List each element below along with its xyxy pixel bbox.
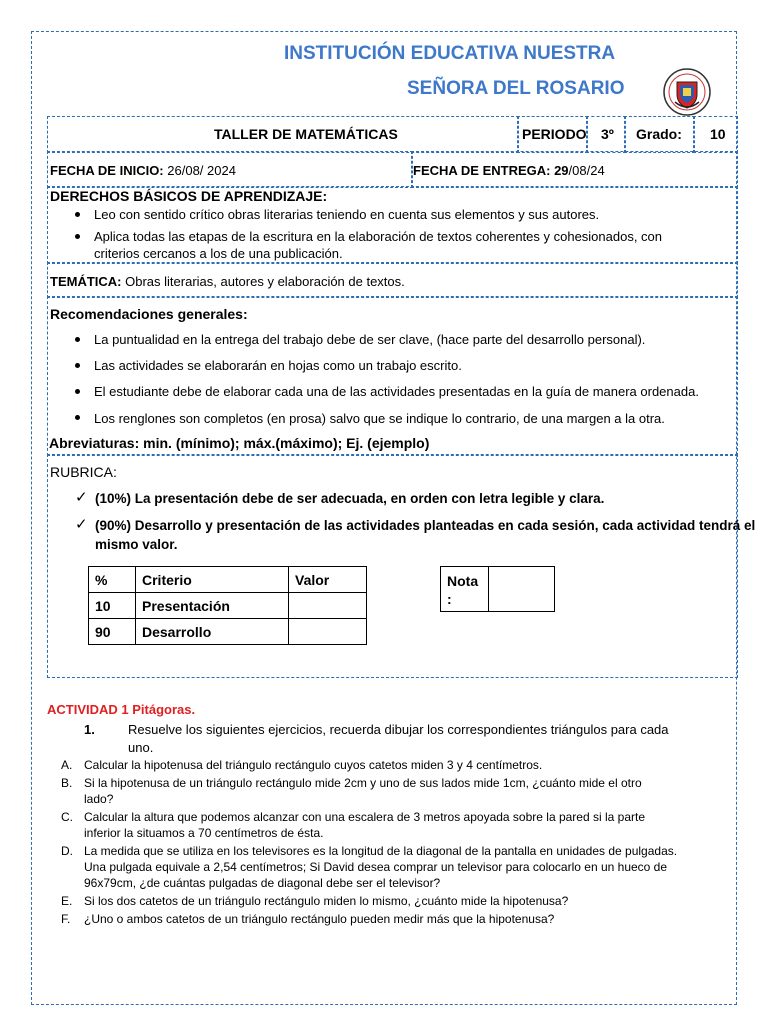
bullet-icon xyxy=(75,337,80,342)
table-cell[interactable] xyxy=(289,619,367,645)
question-text: Si los dos catetos de un triángulo rectángulo miden lo mismo, ¿cuánto mide la hipotenusa? xyxy=(84,894,569,908)
grado-value: 10 xyxy=(710,126,726,142)
dba-item-1: Leo con sentido crítico obras literarias teniendo en cuenta sus elementos y sus autores. xyxy=(94,207,600,222)
school-crest-icon xyxy=(663,68,711,116)
taller-title: TALLER DE MATEMÁTICAS xyxy=(214,126,398,142)
table-row xyxy=(89,567,367,593)
abreviaturas: Abreviaturas: min. (mínimo); máx.(máximo); Ej. (ejemplo) xyxy=(49,435,430,451)
institution-title-line2: SEÑORA DEL ROSARIO xyxy=(407,78,625,99)
rubric-table xyxy=(88,566,367,645)
question-text: Si la hipotenusa de un triángulo rectángulo mide 2cm y uno de sus lados mide 1cm, ¿cuánto mide el otro xyxy=(84,776,642,790)
bullet-icon xyxy=(75,415,80,420)
table-header-cell: Criterio xyxy=(136,567,289,593)
tematica-label: TEMÁTICA: xyxy=(50,274,122,289)
dba-item-2-cont: criterios cercanos a los de una publicación. xyxy=(94,246,343,261)
nota-divider xyxy=(488,567,489,611)
question-text: inferior la situamos a 70 centímetros de ésta. xyxy=(84,826,324,840)
table-cell[interactable] xyxy=(289,593,367,619)
table-cell: Presentación xyxy=(136,593,289,619)
check-icon: ✓ xyxy=(75,489,88,506)
bullet-icon xyxy=(75,363,80,368)
bullet-icon xyxy=(75,389,80,394)
recomendacion-item-1: La puntualidad en la entrega del trabajo debe de ser clave, (hace parte del desarrollo personal). xyxy=(94,332,646,347)
check-icon: ✓ xyxy=(75,516,88,533)
recomendacion-item-4: Los renglones son completos (en prosa) salvo que se indique lo contrario, de una margen a la otra. xyxy=(94,411,665,426)
question-text: lado? xyxy=(84,792,114,806)
instruction-text-cont: uno. xyxy=(128,740,154,755)
question-text: La medida que se utiliza en los televisores es la longitud de la diagonal de la pantalla en unidades de pulgadas. xyxy=(84,844,678,858)
periodo-value: 3º xyxy=(601,126,614,142)
table-cell: Desarrollo xyxy=(136,619,289,645)
question-text: Calcular la hipotenusa del triángulo rectángulo cuyos catetos miden 3 y 4 centímetros. xyxy=(84,758,543,772)
nota-label: Nota xyxy=(447,573,479,589)
question-letter: F. xyxy=(61,912,71,926)
question-letter: B. xyxy=(61,776,73,790)
periodo-label: PERIODO xyxy=(522,126,587,142)
instruction-text: Resuelve los siguientes ejercicios, recuerda dibujar los correspondientes triángulos para cada xyxy=(128,722,669,737)
question-letter: C. xyxy=(61,810,73,824)
nota-box xyxy=(440,566,555,612)
rubrica-item-2: (90%) Desarrollo y presentación de las actividades planteadas en cada sesión, cada actividad tendrá el xyxy=(95,518,756,533)
bullet-icon xyxy=(75,234,80,239)
tematica xyxy=(50,273,405,290)
institution-title-line1: INSTITUCIÓN EDUCATIVA NUESTRA xyxy=(284,43,616,64)
rubrica-title: RUBRICA: xyxy=(50,464,117,480)
table-cell: 90 xyxy=(89,619,136,645)
fecha-entrega-label: FECHA DE ENTREGA: 29 xyxy=(413,163,569,178)
recomendacion-item-3: El estudiante debe de elaborar cada una de las actividades presentadas en la guía de manera ordenada. xyxy=(94,384,699,399)
question-text: ¿Uno o ambos catetos de un triángulo rectángulo pueden medir más que la hipotenusa? xyxy=(84,912,555,926)
tematica-value: Obras literarias, autores y elaboración de textos. xyxy=(125,274,405,289)
grado-label: Grado: xyxy=(636,126,682,142)
question-text: Calcular la altura que podemos alcanzar con una escalera de 3 metros apoyada sobre la pared si la parte xyxy=(84,810,645,824)
fecha-inicio-label: FECHA DE INICIO: xyxy=(50,163,164,178)
fecha-entrega-value: /08/24 xyxy=(568,163,605,178)
recomendacion-item-2: Las actividades se elaborarán en hojas como un trabajo escrito. xyxy=(94,358,462,373)
table-cell: 10 xyxy=(89,593,136,619)
question-letter: D. xyxy=(61,844,73,858)
question-text: 96x79cm, ¿de cuántas pulgadas de diagonal debe ser el televisor? xyxy=(84,876,441,890)
recomendaciones-title: Recomendaciones generales: xyxy=(50,306,248,322)
question-letter: E. xyxy=(61,894,73,908)
table-header-cell: % xyxy=(89,567,136,593)
nota-colon: : xyxy=(447,591,452,607)
instruction-number: 1. xyxy=(84,722,95,737)
dba-item-2: Aplica todas las etapas de la escritura en la elaboración de textos coherentes y cohesionados, con xyxy=(94,229,663,244)
question-letter: A. xyxy=(61,758,73,772)
bullet-icon xyxy=(75,212,80,217)
fecha-entrega xyxy=(413,162,605,179)
table-row xyxy=(89,619,367,645)
fecha-inicio-value: 26/08/ 2024 xyxy=(167,163,236,178)
fecha-inicio xyxy=(50,162,236,179)
rubrica-item-2-cont: mismo valor. xyxy=(95,537,178,552)
dba-title: DERECHOS BÁSICOS DE APRENDIZAJE: xyxy=(50,188,328,204)
rubrica-item-1: (10%) La presentación debe de ser adecuada, en orden con letra legible y clara. xyxy=(95,491,605,506)
activity-title: ACTIVIDAD 1 Pitágoras. xyxy=(47,702,196,717)
table-row xyxy=(89,593,367,619)
table-header-cell: Valor xyxy=(289,567,367,593)
question-text: Una pulgada equivale a 2,54 centímetros; Si David desea comprar un televisor para colocarlo en un hueco de xyxy=(84,860,668,874)
